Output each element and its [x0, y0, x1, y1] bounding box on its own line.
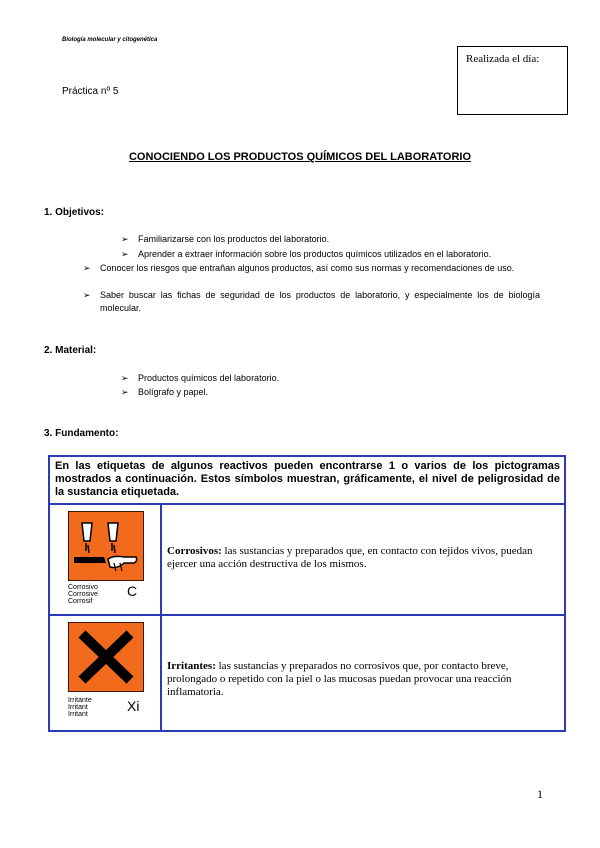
date-label: Realizada el día:	[466, 53, 540, 65]
page-number: 1	[537, 787, 543, 801]
corrosive-pictogram-icon	[68, 511, 144, 581]
arrow-bullet-icon: ➢	[83, 290, 91, 300]
page-title: CONOCIENDO LOS PRODUCTOS QUÍMICOS DEL LABORATORIO	[128, 151, 472, 163]
arrow-bullet-icon: ➢	[121, 373, 129, 383]
pictogram-caption: Irritante Irritant Irritant	[68, 697, 92, 718]
arrow-bullet-icon: ➢	[121, 249, 129, 259]
section-heading-fundamento: 3. Fundamento:	[44, 428, 119, 439]
hazard-description: Irritantes: las sustancias y preparados no corrosivos que, por contacto breve, prolongado o repetido con la piel o las mucosas puedan provocar una reacción inflamatoria.	[167, 660, 512, 698]
hazard-code: C	[127, 583, 138, 599]
irritant-pictogram-icon	[68, 622, 144, 692]
arrow-bullet-icon: ➢	[121, 234, 129, 244]
hazard-description: Corrosivos: las sustancias y preparados que, en contacto con tejidos vivos, puedan ejercer una acción destructiva de los mismos.	[167, 545, 533, 570]
arrow-bullet-icon: ➢	[83, 263, 91, 273]
list-item: ➢ Conocer los riesgos que entrañan algunos productos, así como sus normas y recomendaciones de uso.	[83, 263, 515, 273]
section-heading-objetivos: 1. Objetivos:	[44, 207, 105, 218]
hazard-code: Xi	[127, 698, 140, 714]
section-heading-material: 2. Material:	[44, 345, 97, 356]
hazard-term: Irritantes:	[167, 660, 216, 672]
hazard-term: Corrosivos:	[167, 545, 222, 557]
table-intro-text: En las etiquetas de algunos reactivos pueden encontrarse 1 o varios de los pictogramas mostrados a continuación. Estos símbolos muestran, gráficamente, el nivel de peligrosidad de la sustancia etiquetada.	[50, 457, 564, 505]
course-header: Biología molecular y citogenética	[62, 37, 158, 43]
table-row	[50, 616, 564, 730]
arrow-bullet-icon: ➢	[121, 387, 129, 397]
list-item: ➢ Saber buscar las fichas de seguridad de los productos de laboratorio, y especialmente los de biología molecular.	[83, 290, 540, 313]
pictogram-cell	[50, 616, 162, 730]
pictogram-caption: Corrosivo Corrosive Corrosif	[68, 584, 98, 605]
pictogram-cell	[50, 505, 162, 614]
practice-number: Práctica nº 5	[62, 86, 119, 97]
table-row	[50, 505, 564, 616]
hazard-pictogram-table	[48, 455, 566, 732]
date-box	[457, 46, 568, 115]
